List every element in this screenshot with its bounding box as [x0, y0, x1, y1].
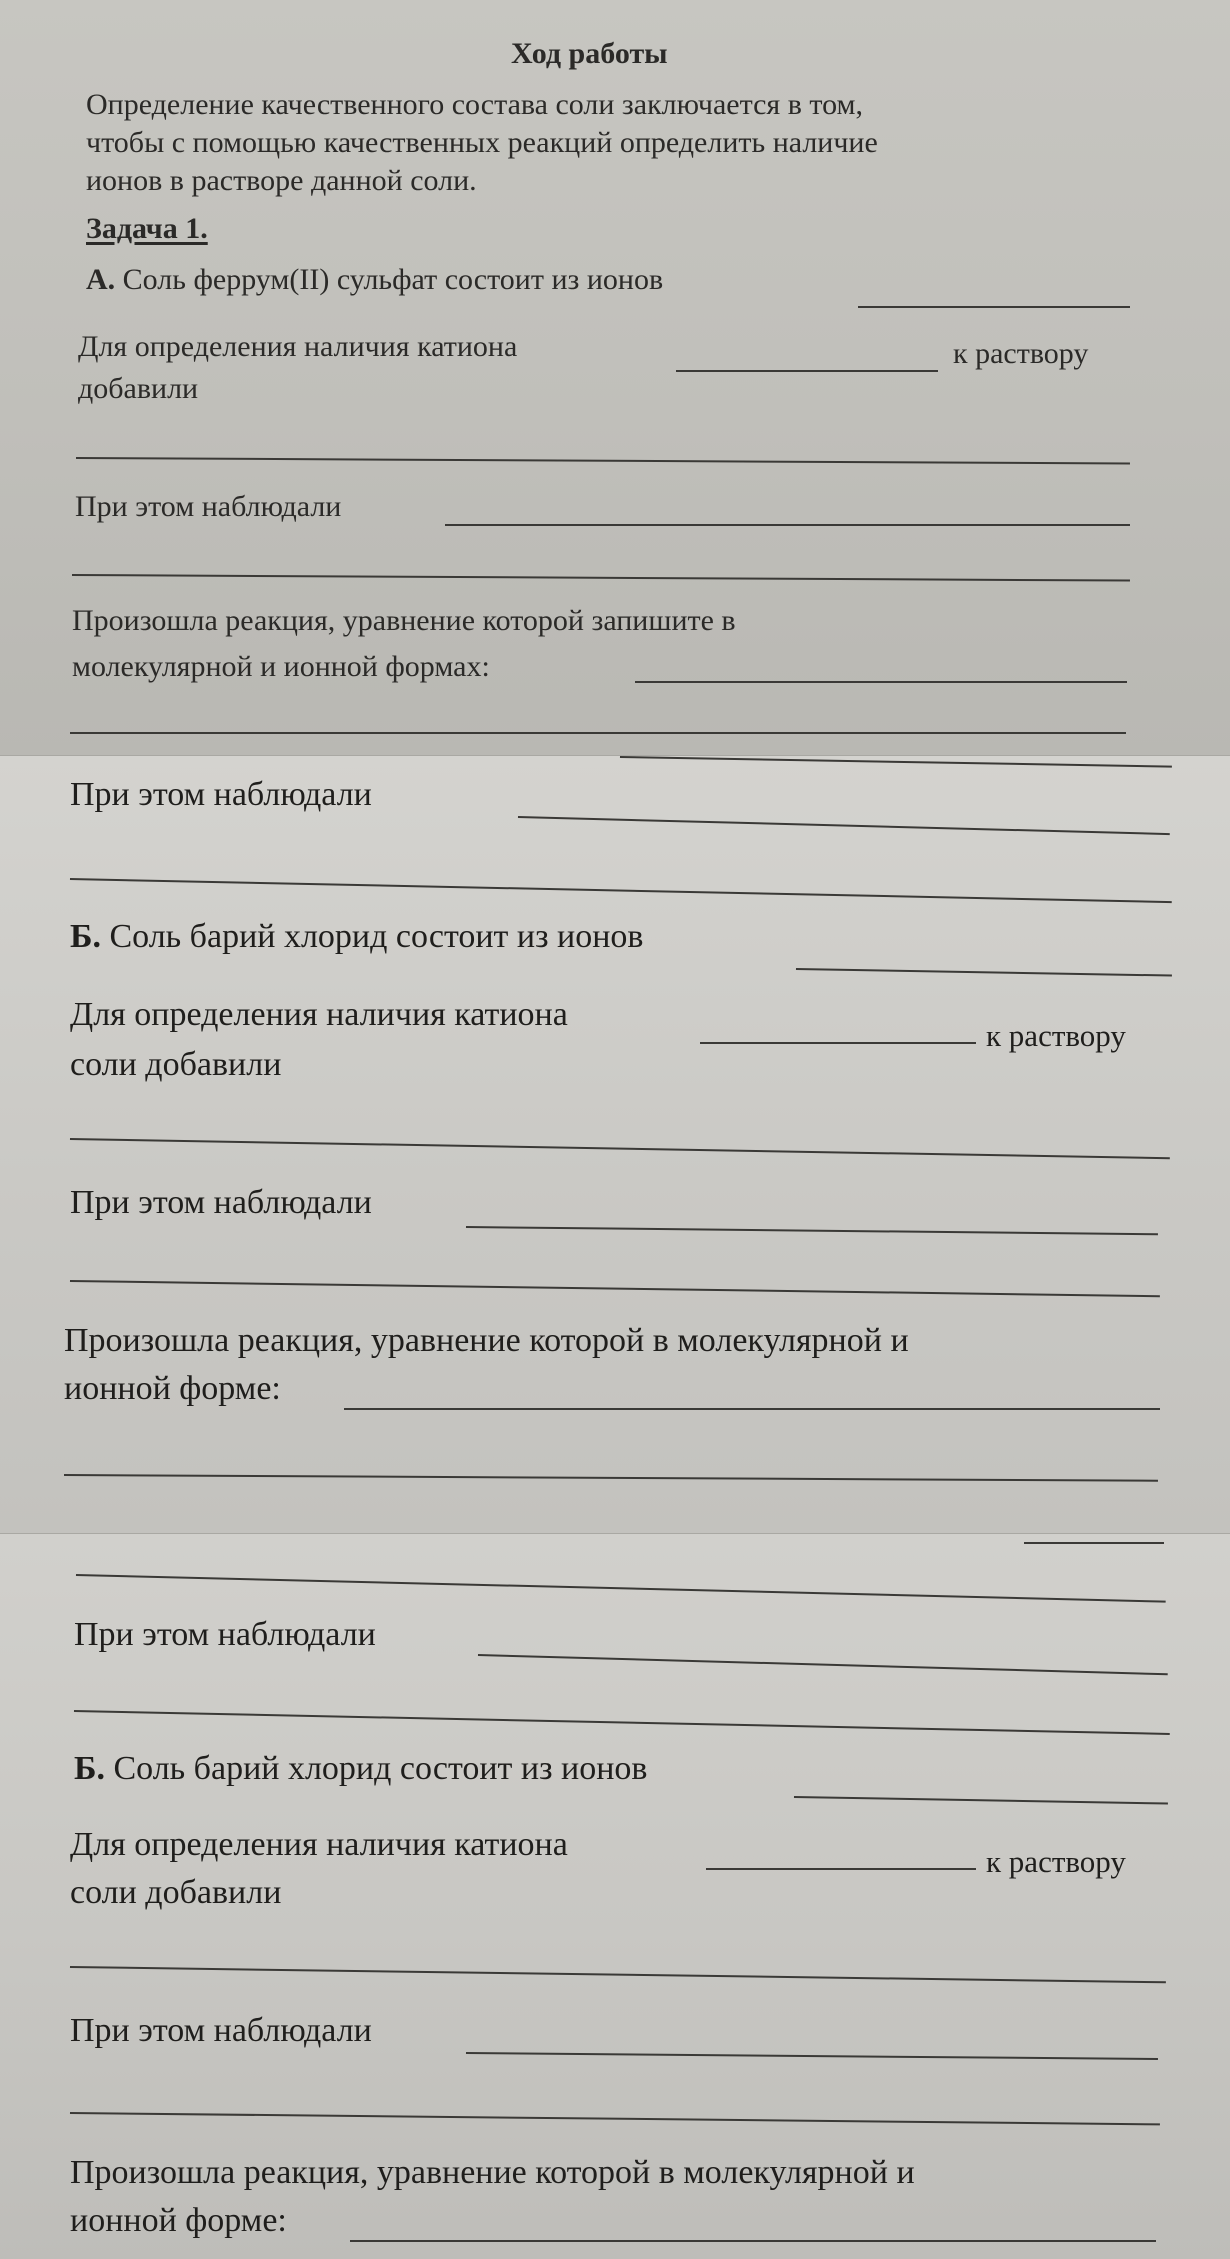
part-a-observed-text: При этом наблюдали	[75, 490, 342, 523]
section2-added-text: соли добавили	[70, 1046, 282, 1083]
answer-line[interactable]	[70, 878, 1172, 903]
answer-blank[interactable]	[700, 1042, 976, 1044]
answer-blank[interactable]	[478, 1654, 1168, 1675]
answer-blank[interactable]	[466, 2052, 1158, 2060]
answer-blank[interactable]	[796, 968, 1172, 977]
part-a-cation-text: Для определения наличия катиона	[78, 330, 518, 363]
answer-line[interactable]	[70, 1280, 1160, 1297]
answer-blank[interactable]	[350, 2240, 1156, 2242]
part-a-reaction-line-1: Произошла реакция, уравнение которой запишите в	[72, 604, 736, 637]
answer-line[interactable]	[74, 1710, 1170, 1735]
answer-blank[interactable]	[676, 370, 938, 372]
section3-letter: Б.	[74, 1750, 105, 1787]
section3-added-text: соли добавили	[70, 1874, 282, 1911]
worksheet-photo-3	[0, 1534, 1230, 2259]
section3-ions-text: Соль барий хлорид состоит из ионов	[113, 1750, 648, 1787]
answer-blank[interactable]	[518, 816, 1170, 835]
answer-line[interactable]	[72, 574, 1130, 582]
answer-blank[interactable]	[344, 1408, 1160, 1410]
intro-line-1: Определение качественного состава соли заключается в том,	[86, 88, 863, 121]
part-a-letter: А.	[86, 263, 116, 296]
answer-line[interactable]	[70, 1966, 1166, 1983]
answer-line[interactable]	[76, 1574, 1166, 1603]
section2-reaction-line-1: Произошла реакция, уравнение которой в молекулярной и	[64, 1322, 909, 1359]
answer-blank[interactable]	[794, 1796, 1168, 1805]
section2-cation-end: к раствору	[986, 1018, 1126, 1053]
section3-cation-end: к раствору	[986, 1844, 1126, 1879]
section3-cation-text: Для определения наличия катиона	[70, 1826, 568, 1863]
section2-ions-text: Соль барий хлорид состоит из ионов	[109, 918, 644, 955]
section3-ions-line	[74, 1750, 648, 1788]
answer-line[interactable]	[76, 457, 1130, 465]
section2-ions-line	[70, 918, 644, 956]
section3-observed-text: При этом наблюдали	[74, 1616, 376, 1653]
section2-observed-2-text: При этом наблюдали	[70, 1184, 372, 1221]
section3-observed-2-text: При этом наблюдали	[70, 2012, 372, 2049]
section2-observed-text: При этом наблюдали	[70, 776, 372, 813]
answer-line[interactable]	[70, 1138, 1170, 1159]
answer-line[interactable]	[64, 1474, 1158, 1482]
answer-blank[interactable]	[635, 681, 1127, 683]
answer-line[interactable]	[620, 756, 1172, 768]
part-a-ions-line	[86, 263, 663, 297]
section2-cation-text: Для определения наличия катиона	[70, 996, 568, 1033]
answer-blank[interactable]	[858, 306, 1130, 308]
page-title: Ход работы	[511, 37, 668, 70]
section2-letter: Б.	[70, 918, 101, 955]
part-a-cation-end: к раствору	[953, 337, 1089, 370]
answer-line[interactable]	[70, 2112, 1160, 2125]
answer-line[interactable]	[70, 732, 1126, 734]
answer-line[interactable]	[1024, 1542, 1164, 1544]
section3-reaction-line-2: ионной форме:	[70, 2202, 287, 2239]
answer-blank[interactable]	[706, 1868, 976, 1870]
worksheet-photo-1	[0, 0, 1230, 756]
answer-blank[interactable]	[466, 1226, 1158, 1235]
part-a-added-text: добавили	[78, 372, 199, 405]
part-a-reaction-line-2: молекулярной и ионной формах:	[72, 650, 490, 683]
part-a-ions-text: Соль феррум(II) сульфат состоит из ионов	[122, 263, 664, 296]
section2-reaction-line-2: ионной форме:	[64, 1370, 281, 1407]
intro-line-2: чтобы с помощью качественных реакций определить наличие	[86, 126, 878, 159]
task-title: Задача 1.	[86, 212, 208, 245]
worksheet-photo-2	[0, 756, 1230, 1534]
answer-blank[interactable]	[445, 524, 1130, 526]
section3-reaction-line-1: Произошла реакция, уравнение которой в молекулярной и	[70, 2154, 915, 2191]
intro-line-3: ионов в растворе данной соли.	[86, 164, 477, 197]
